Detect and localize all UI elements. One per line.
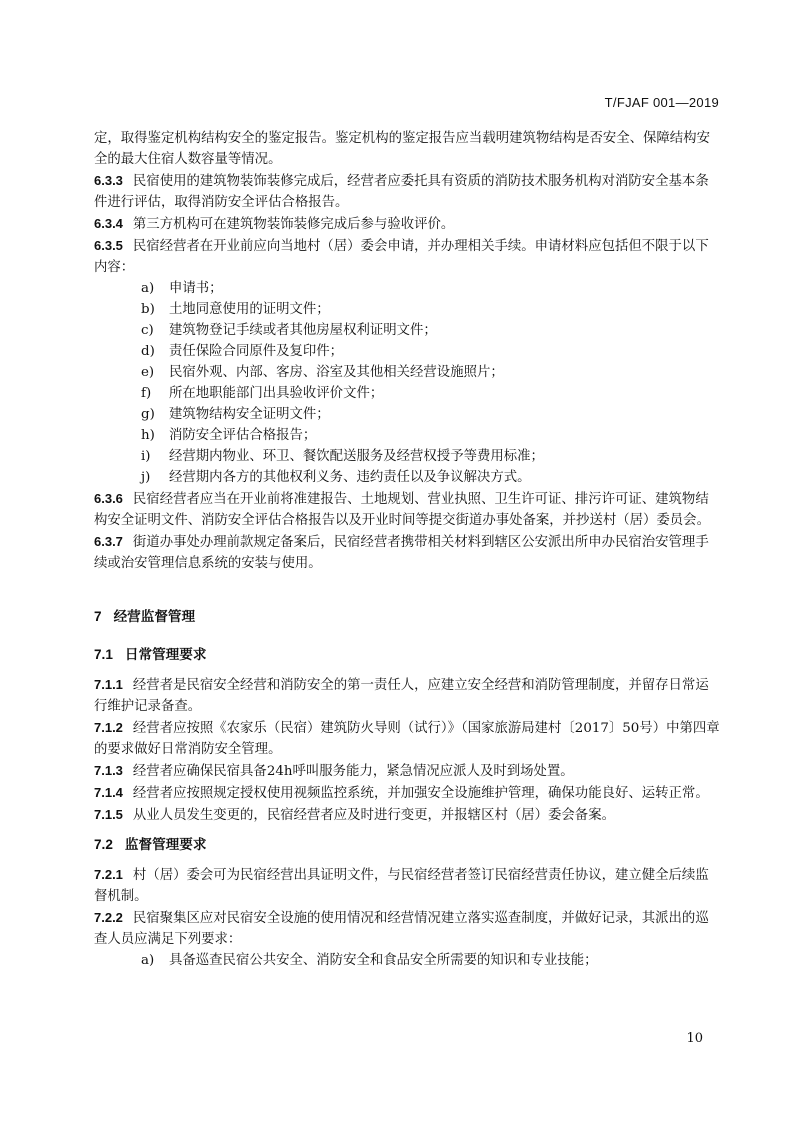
list-item-text: 建筑物登记手续或者其他房屋权利证明文件；	[169, 323, 437, 338]
clause-text: 街道办事处办理前款规定备案后，民宿经营者携带相关材料到辖区公安派出所申办民宿治安管理手续或治安管理信息系统的安装与使用。	[94, 535, 709, 571]
clause-text: 村（居）委会可为民宿经营出具证明文件，与民宿经营者签订民宿经营责任协议，建立健全后续监督机制。	[94, 868, 709, 904]
list-item-label: h)	[141, 428, 155, 443]
heading-number: 7.1	[94, 647, 113, 662]
clause-text: 经营者应按照《农家乐（民宿）建筑防火导则（试行）》（国家旅游局建村〔2017〕50号）中第四章的要求做好日常消防安全管理。	[94, 721, 720, 757]
clause-6-3-3	[94, 170, 720, 213]
list-item	[94, 362, 720, 383]
list-item-text: 民宿外观、内部、客房、浴室及其他相关经营设施照片；	[169, 365, 504, 380]
list-item-label: d)	[141, 344, 155, 359]
list-item-text: 所在地职能部门出具验收评价文件；	[169, 386, 384, 401]
list-item-label: a)	[141, 281, 155, 296]
list-item-text: 消防安全评估合格报告；	[169, 428, 317, 443]
list-item-text: 经营期内各方的其他权利义务、违约责任以及争议解决方式。	[169, 470, 531, 485]
clause-text: 民宿使用的建筑物装饰装修完成后，经营者应委托具有资质的消防技术服务机构对消防安全基本条件进行评估，取得消防安全评估合格报告。	[94, 174, 709, 210]
clause-number: 7.1.1	[94, 677, 123, 692]
list-item-text: 具备巡查民宿公共安全、消防安全和食品安全所需要的知识和专业技能；	[169, 953, 598, 968]
list-item	[94, 341, 720, 362]
clause-number: 7.1.3	[94, 763, 123, 778]
heading-number: 7	[94, 609, 102, 624]
section-7-2-heading	[94, 834, 720, 855]
heading-title: 监督管理要求	[124, 837, 207, 852]
list-item	[94, 467, 720, 488]
clause-7-1-3	[94, 760, 720, 782]
application-materials-list	[94, 278, 720, 488]
document-code: T/FJAF 001—2019	[604, 95, 719, 110]
clause-text: 从业人员发生变更的，民宿经营者应及时进行变更，并报辖区村（居）委会备案。	[132, 808, 615, 823]
clause-text: 民宿经营者应当在开业前将准建报告、土地规划、营业执照、卫生许可证、排污许可证、建筑物结构安全证明文件、消防安全评估合格报告以及开业时间等提交街道办事处备案，并抄送村（居）委员会。	[94, 492, 710, 528]
clause-number: 7.2.1	[94, 867, 123, 882]
clause-6-3-4	[94, 213, 720, 235]
clause-text: 民宿聚集区应对民宿安全设施的使用情况和经营情况建立落实巡查制度，并做好记录，其派出的巡查人员应满足下列要求：	[94, 911, 709, 947]
clause-text: 经营者应确保民宿具备24h呼叫服务能力，紧急情况应派人及时到场处置。	[132, 764, 574, 779]
list-item-label: g)	[141, 407, 155, 422]
list-item	[94, 383, 720, 404]
clause-text: 第三方机构可在建筑物装饰装修完成后参与验收评价。	[132, 217, 455, 232]
list-item-label: e)	[141, 365, 155, 380]
list-item-label: i)	[141, 449, 151, 464]
clause-text: 经营者应按照规定授权使用视频监控系统，并加强安全设施维护管理，确保功能良好、运转正常。	[132, 786, 709, 801]
list-item-text: 经营期内物业、环卫、餐饮配送服务及经营权授予等费用标准；	[169, 449, 544, 464]
section-7-1-heading	[94, 644, 720, 665]
continuation-paragraph: 定，取得鉴定机构结构安全的鉴定报告。鉴定机构的鉴定报告应当载明建筑物结构是否安全、保障结构安全的最大住宿人数容量等情况。	[94, 131, 710, 167]
list-item	[94, 299, 720, 320]
clause-text: 经营者是民宿安全经营和消防安全的第一责任人，应建立安全经营和消防管理制度，并留存日常运行维护记录备查。	[94, 678, 709, 714]
clause-number: 7.2.2	[94, 910, 123, 925]
clause-7-2-2	[94, 907, 720, 950]
clause-number: 7.1.5	[94, 807, 123, 822]
list-item-label: b)	[141, 302, 155, 317]
clause-number: 6.3.4	[94, 216, 123, 231]
list-item	[94, 446, 720, 467]
chapter-7-heading	[94, 606, 720, 627]
list-item-text: 申请书；	[169, 281, 223, 296]
clause-7-1-5	[94, 804, 720, 826]
list-item	[94, 278, 720, 299]
list-item	[94, 950, 720, 971]
document-body	[94, 128, 720, 971]
clause-7-1-1	[94, 674, 720, 717]
clause-number: 6.3.7	[94, 534, 123, 549]
list-item	[94, 425, 720, 446]
clause-number: 6.3.6	[94, 491, 123, 506]
list-item-label: c)	[141, 323, 154, 338]
page-number: 10	[686, 1031, 703, 1046]
list-item	[94, 404, 720, 425]
clause-number: 7.1.4	[94, 785, 123, 800]
clause-text: 民宿经营者在开业前应向当地村（居）委会申请，并办理相关手续。申请材料应包括但不限于以下内容：	[94, 239, 709, 275]
heading-title: 经营监督管理	[113, 609, 196, 624]
list-item-text: 责任保险合同原件及复印件；	[169, 344, 344, 359]
clause-6-3-6	[94, 488, 720, 531]
clause-number: 6.3.5	[94, 238, 123, 253]
heading-number: 7.2	[94, 837, 113, 852]
clause-7-2-1	[94, 864, 720, 907]
clause-6-3-5	[94, 235, 720, 278]
inspector-requirements-list	[94, 950, 720, 971]
clause-7-1-2	[94, 717, 720, 760]
list-item-text: 建筑物结构安全证明文件；	[169, 407, 330, 422]
list-item-label: f)	[141, 386, 152, 401]
clause-number: 6.3.3	[94, 173, 123, 188]
list-item-label: j)	[141, 470, 151, 485]
clause-7-1-4	[94, 782, 720, 804]
list-item-label: a)	[141, 953, 155, 968]
list-item	[94, 320, 720, 341]
heading-title: 日常管理要求	[124, 647, 207, 662]
list-item-text: 土地同意使用的证明文件；	[169, 302, 330, 317]
clause-number: 7.1.2	[94, 720, 123, 735]
clause-6-3-7	[94, 531, 720, 574]
